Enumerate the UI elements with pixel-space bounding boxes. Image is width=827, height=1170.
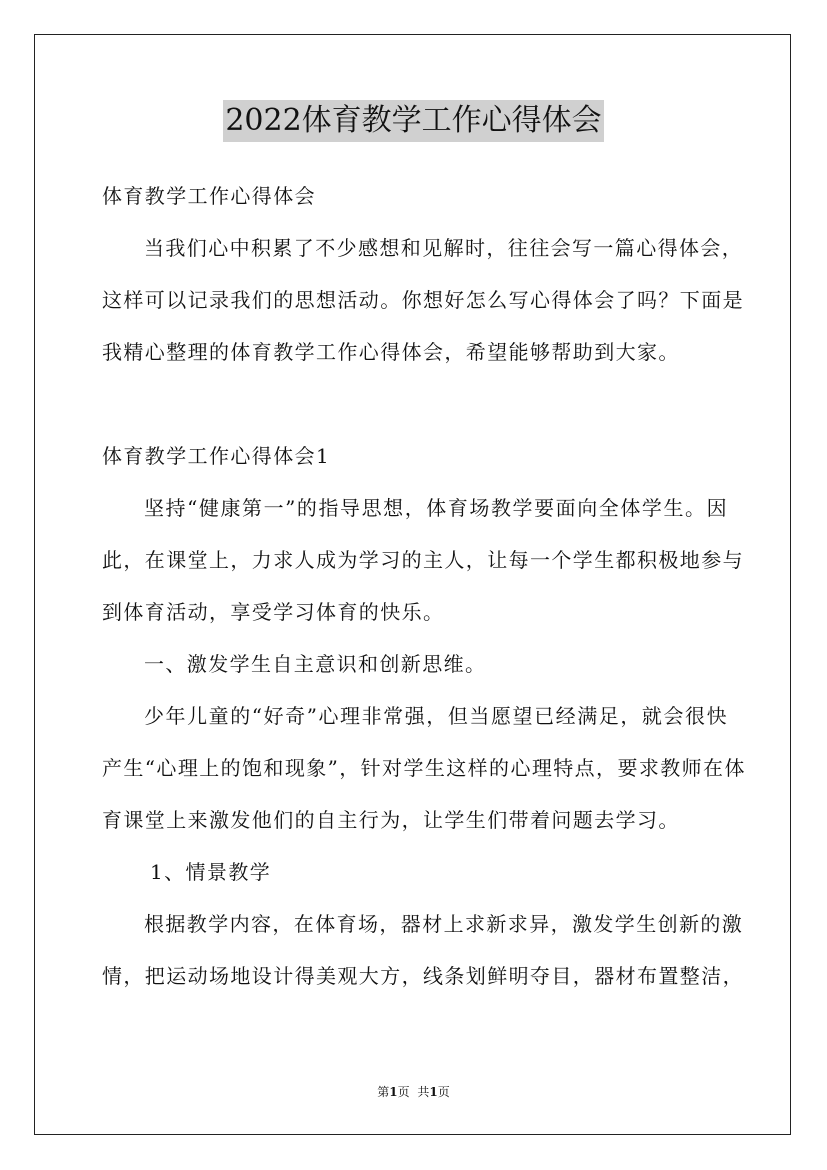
paragraph-line: 产生“心理上的饱和现象”，针对学生这样的心理特点，要求教师在体 xyxy=(102,756,746,780)
paragraph-line: 根据教学内容，在体育场，器材上求新求异，激发学生创新的激 xyxy=(144,912,744,936)
paragraph-gap xyxy=(102,378,728,430)
total-pages: 1 xyxy=(429,1085,438,1099)
section-heading: 体育教学工作心得体会 xyxy=(102,184,316,208)
paragraph-line: 到体育活动，享受学习体育的快乐。 xyxy=(102,600,445,624)
paragraph-line: 当我们心中积累了不少感想和见解时，往往会写一篇心得体会， xyxy=(144,236,744,260)
total-label-suffix: 页 xyxy=(437,1085,450,1099)
paragraph-line: 这样可以记录我们的思想活动。你想好怎么写心得体会了吗？下面是 xyxy=(102,288,744,312)
paragraph-line: 坚持“健康第一”的指导思想，体育场教学要面向全体学生。因 xyxy=(144,496,728,520)
page-number: 1 xyxy=(389,1085,398,1099)
title-container xyxy=(0,100,827,142)
paragraph-line: 我精心整理的体育教学工作心得体会，希望能够帮助到大家。 xyxy=(102,340,680,364)
total-label-prefix: 共 xyxy=(417,1085,430,1099)
document-title: 2022体育教学工作心得体会 xyxy=(223,100,603,142)
subheading: 1、情景教学 xyxy=(150,860,272,884)
paragraph-line: 育课堂上来激发他们的自主行为，让学生们带着问题去学习。 xyxy=(102,808,680,832)
subheading: 一、激发学生自主意识和创新思维。 xyxy=(144,652,487,676)
document-body xyxy=(102,170,746,1002)
paragraph-line: 情，把运动场地设计得美观大方，线条划鲜明夺目，器材布置整洁， xyxy=(102,964,744,988)
section-heading: 体育教学工作心得体会1 xyxy=(102,444,331,468)
page-label-suffix: 页 xyxy=(397,1085,410,1099)
paragraph-line: 少年儿童的“好奇”心理非常强，但当愿望已经满足，就会很快 xyxy=(144,704,728,728)
page-label-prefix: 第 xyxy=(377,1085,390,1099)
paragraph-line: 此，在课堂上，力求人成为学习的主人，让每一个学生都积极地参与 xyxy=(102,548,744,572)
page-footer xyxy=(0,1083,827,1100)
